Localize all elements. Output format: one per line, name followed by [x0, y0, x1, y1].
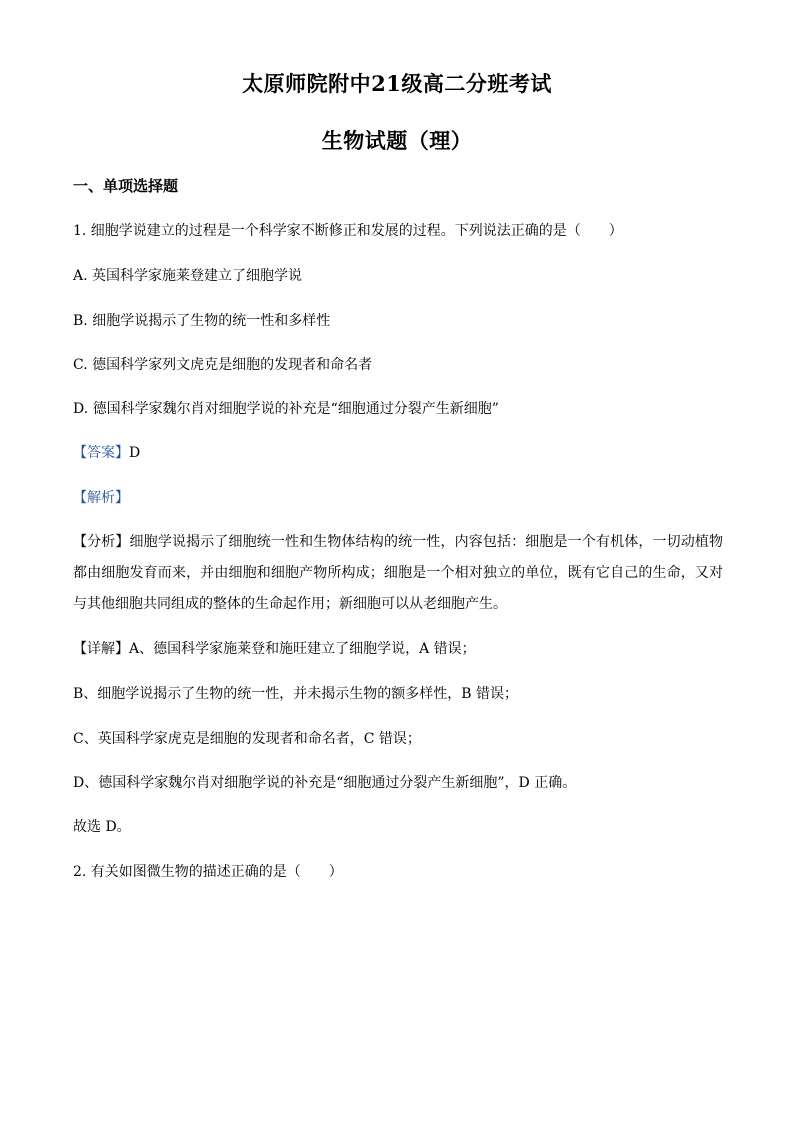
detail-line-b: B、细胞学说揭示了生物的统一性，并未揭示生物的额多样性，B 错误；	[73, 686, 519, 702]
document-subtitle: 生物试题（理）	[321, 128, 473, 153]
conclusion-line: 故选 D。	[73, 819, 131, 835]
xiangjie-tag: 【详解】	[73, 641, 129, 657]
fenxi-tag: 【分析】	[73, 534, 130, 550]
answer-value: D	[129, 445, 141, 461]
question-1-option-a: A. 英国科学家施莱登建立了细胞学说	[73, 268, 303, 284]
detail-line-a	[73, 639, 476, 659]
answer-line	[73, 443, 140, 463]
detail-text-a: A、德国科学家施莱登和施旺建立了细胞学说，A 错误；	[129, 641, 476, 657]
detail-line-d: D、德国科学家魏尔肖对细胞学说的补充是“细胞通过分裂产生新细胞”，D 正确。	[73, 775, 577, 791]
question-2-stem: 2. 有关如图微生物的描述正确的是（ ）	[73, 864, 343, 880]
analysis-line	[73, 488, 129, 508]
question-1-option-c: C. 德国科学家列文虎克是细胞的发现者和命名者	[73, 357, 373, 373]
fenxi-paragraph	[73, 527, 723, 620]
question-1-stem: 1. 细胞学说建立的过程是一个科学家不断修正和发展的过程。下列说法正确的是（ ）	[73, 223, 623, 239]
section-heading: 一、单项选择题	[73, 177, 179, 195]
analysis-tag: 【解析】	[73, 490, 129, 506]
document-title: 太原师院附中21级高二分班考试	[242, 71, 552, 96]
detail-line-c: C、英国科学家虎克是细胞的发现者和命名者，C 错误；	[73, 731, 421, 747]
question-1-option-d: D. 德国科学家魏尔肖对细胞学说的补充是“细胞通过分裂产生新细胞”	[73, 401, 499, 417]
fenxi-text: 细胞学说揭示了细胞统一性和生物体结构的统一性，内容包括：细胞是一个有机体，一切动植物都由细胞发育而来，并由细胞和细胞产物所构成；细胞是一个相对独立的单位，既有它自己的生命，又对与其他细胞共同组成的整体的生命起作用；新细胞可以从老细胞产生。	[73, 534, 724, 612]
question-1-option-b: B. 细胞学说揭示了生物的统一性和多样性	[73, 313, 331, 329]
answer-tag: 【答案】	[73, 445, 129, 461]
